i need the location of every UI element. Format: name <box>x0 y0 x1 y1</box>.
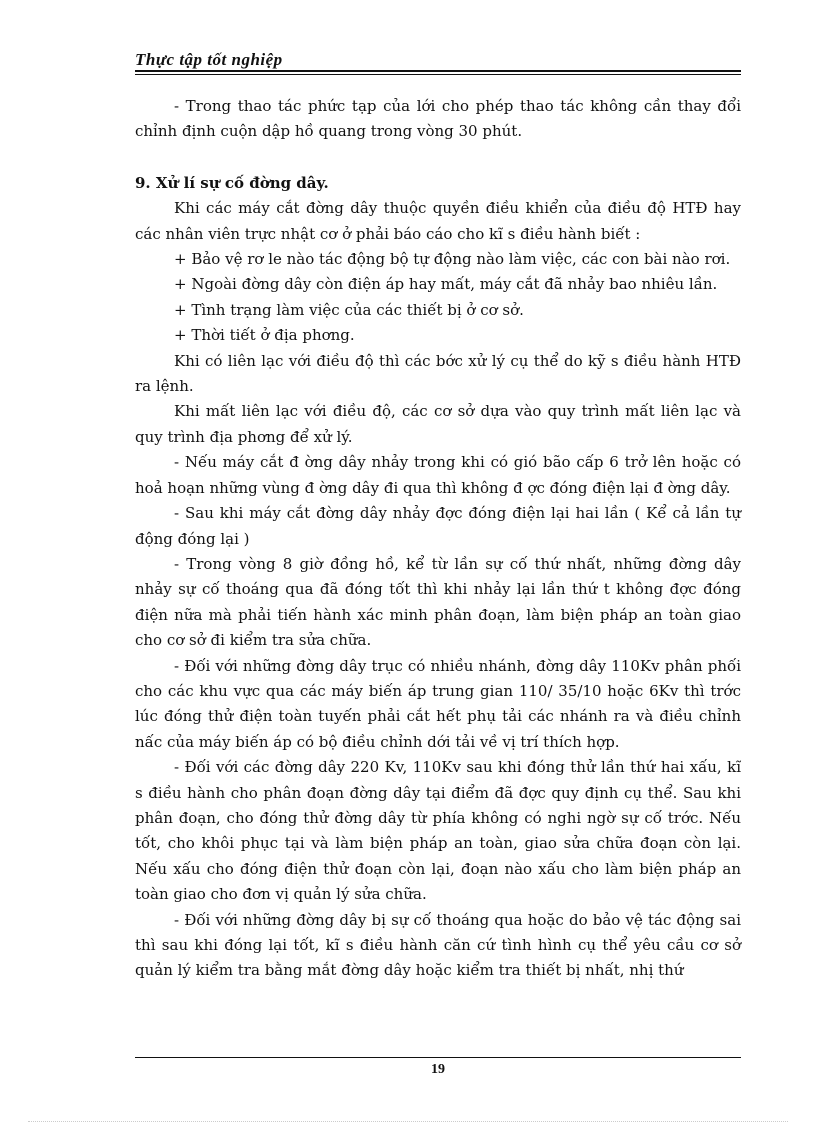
header-rule-thin <box>135 74 741 75</box>
header-title: Thực tập tốt nghiệp <box>135 50 283 69</box>
document-body <box>135 94 741 984</box>
page-header <box>135 50 741 75</box>
paragraph: Khi có liên lạc với điều độ thì các bớc xử lý cụ thể do kỹ s điều hành HTĐ ra lệnh. <box>135 351 741 396</box>
paragraph: - Sau khi máy cắt đờng dây nhảy đợc đóng điện lại hai lần ( Kể cả lần tự động đóng lại ) <box>135 504 741 548</box>
page-footer <box>135 1057 741 1078</box>
section-heading: 9. Xử lí sự cố đờng dây. <box>135 173 329 192</box>
paragraph: - Trong vòng 8 giờ đồng hồ, kể từ lần sự cố thứ nhất, những đờng dây nhảy sự cố thoáng qua đã đóng tốt thì khi nhảy lại lần thứ t không đợc đóng điện nữa mà phải tiến hành xác minh phân đoạn, làm biện pháp an toàn giao cho cơ sở đi kiểm tra sửa chữa. <box>135 554 741 650</box>
paragraph: Khi mất liên lạc với điều độ, các cơ sở dựa vào quy trình mất liên lạc và quy trình địa phơng để xử lý. <box>135 402 741 446</box>
spacer <box>135 145 741 171</box>
paragraph: - Đối với các đờng dây 220 Kv, 110Kv sau khi đóng thử lần thứ hai xấu, kĩ s điều hành cho phân đoạn đờng dây tại điểm đã đợc quy định cụ thể. Sau khi phân đoạn, cho đóng thử đờng dây từ phía không có nghi ngờ sự cố trớc. Nếu tốt, cho khôi phục tại và làm biện pháp an toàn, giao sửa chữa đoạn còn lại. Nếu xấu cho đóng điện thử đoạn còn lại, đoạn nào xấu cho làm biện pháp an toàn giao cho đơn vị quản lý sửa chữa. <box>135 758 741 904</box>
list-item: + Thời tiết ở địa phơng. <box>174 326 355 345</box>
paragraph: - Trong thao tác phức tạp của lới cho phép thao tác không cần thay đổi chỉnh định cuộn dập hồ quang trong vòng 30 phút. <box>135 97 741 141</box>
paragraph: - Đối với những đờng dây trục có nhiều nhánh, đờng dây 110Kv phân phối cho các khu vực qua các máy biến áp trung gian 110/ 35/10 hoặc 6Kv thì trớc lúc đóng thử điện toàn tuyến phải cắt hết phụ tải các nhánh ra và điều chỉnh nấc của máy biến áp có bộ điều chỉnh dới tải về vị trí thích hợp. <box>135 656 741 751</box>
list-item: + Tình trạng làm việc của các thiết bị ở cơ sở. <box>174 300 524 319</box>
list-item: + Bảo vệ rơ le nào tác động bộ tự động nào làm việc, các con bài nào rơi. <box>174 250 731 269</box>
paragraph: - Đối với những đờng dây bị sự cố thoáng qua hoặc do bảo vệ tác động sai thì sau khi đóng lại tốt, kĩ s điều hành căn cứ tình hình cụ thể yêu cầu cơ sở quản lý kiểm tra bằng mắt đờng dây hoặc kiểm tra thiết bị nhất, nhị thứ <box>135 910 741 980</box>
page-number: 19 <box>431 1062 445 1077</box>
paragraph: Khi các máy cắt đờng dây thuộc quyền điều khiển của điều độ HTĐ hay các nhân viên trực nhật cơ ở phải báo cáo cho kĩ s điều hành biết : <box>135 199 741 243</box>
footer-rule <box>135 1057 741 1058</box>
header-rule-thick <box>135 70 741 72</box>
list-item: + Ngoài đờng dây còn điện áp hay mất, máy cắt đã nhảy bao nhiêu lần. <box>174 275 718 294</box>
page-edge-divider <box>28 1121 788 1122</box>
paragraph: - Nếu máy cắt đ ờng dây nhảy trong khi có gió bão cấp 6 trở lên hoặc có hoả hoạn những vùng đ ờng dây đi qua thì không đ ợc đóng điện lại đ ờng dây. <box>135 453 741 497</box>
